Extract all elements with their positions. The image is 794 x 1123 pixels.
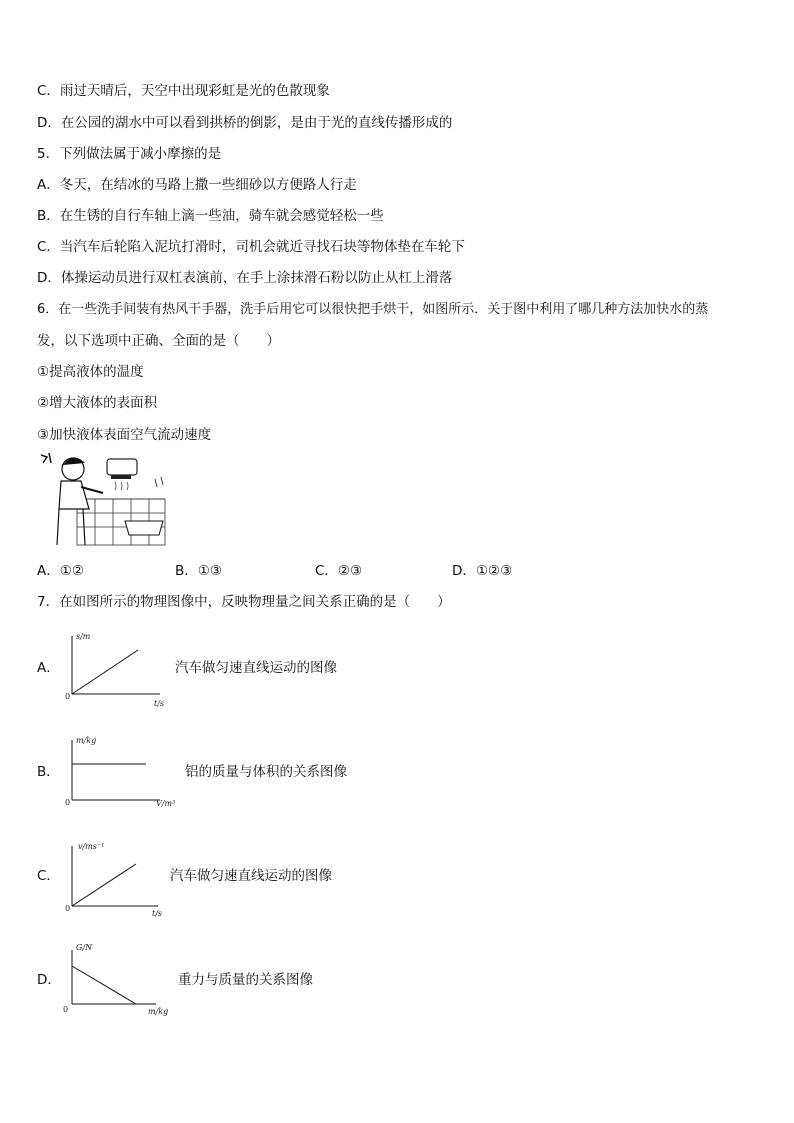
question-6-item-3: ③加快液体表面空气流动速度 [37, 427, 212, 443]
graph-d-xlabel: m/kg [148, 1007, 169, 1016]
graph-a-ylabel: s/m [76, 632, 91, 641]
graph-b-ylabel: m/kg [76, 736, 97, 745]
option-5d-prev: D．在公园的湖水中可以看到拱桥的倒影，是由于光的直线传播形成的 [37, 115, 453, 131]
question-7-stem: 7．在如图所示的物理图像中，反映物理量之间关系正确的是（ ） [37, 594, 451, 610]
graph-a-line [72, 650, 138, 694]
question-6-option-c: C．②③ [315, 563, 363, 579]
question-6-item-2: ②增大液体的表面积 [37, 395, 158, 411]
graph-a-letter: A． [37, 660, 60, 676]
graph-a-caption: 汽车做匀速直线运动的图像 [175, 660, 337, 676]
question-6-option-a: A．①② [37, 563, 84, 579]
question-5-option-c: C．当汽车后轮陷入泥坑打滑时，司机会就近寻找石块等物体垫在车轮下 [37, 239, 465, 255]
graph-a-origin: 0 [65, 692, 71, 701]
question-6-option-d: D．①②③ [452, 563, 513, 579]
hand-dryer-illustration [37, 449, 169, 549]
graph-d [60, 942, 190, 1022]
graph-c-origin: 0 [65, 904, 71, 913]
graph-d-letter: D． [37, 972, 61, 988]
graph-c-caption: 汽车做匀速直线运动的图像 [170, 868, 332, 884]
graph-b [60, 734, 190, 814]
graph-c-line [72, 864, 136, 906]
question-5-option-d: D．体操运动员进行双杠表演前，在手上涂抹滑石粉以防止从杠上滑落 [37, 270, 453, 286]
graph-b-xlabel: V/m³ [156, 799, 176, 808]
graph-c-xlabel: t/s [152, 909, 163, 918]
graph-a-xlabel: t/s [154, 699, 165, 708]
graph-c-letter: C． [37, 868, 60, 884]
graph-b-origin: 0 [65, 798, 71, 807]
graph-d-caption: 重力与质量的关系图像 [178, 972, 313, 988]
graph-c-ylabel: v/ms⁻¹ [78, 842, 105, 851]
option-5c-prev: C．雨过天晴后，天空中出现彩虹是光的色散现象 [37, 83, 330, 99]
question-6-item-1: ①提高液体的温度 [37, 364, 144, 380]
graph-a [60, 630, 170, 710]
graph-b-caption: 铝的质量与体积的关系图像 [185, 764, 347, 780]
question-6-stem-line1: 6．在一些洗手间装有热风干手器，洗手后用它可以很快把手烘干，如图所示．关于图中利用了哪几种方法加快水的蒸 [37, 302, 709, 317]
graph-d-ylabel: G/N [76, 943, 93, 952]
graph-d-origin: 0 [63, 1005, 69, 1014]
graph-c [60, 840, 170, 920]
question-6-option-b: B．①③ [175, 563, 222, 579]
question-5-option-b: B．在生锈的自行车轴上滴一些油，骑车就会感觉轻松一些 [37, 208, 384, 224]
question-6-stem-line2: 发，以下选项中正确、全面的是（ ） [37, 333, 280, 349]
question-5-option-a: A．冬天，在结冰的马路上撒一些细砂以方便路人行走 [37, 177, 357, 193]
graph-d-line [72, 966, 136, 1004]
graph-b-letter: B． [37, 764, 60, 780]
question-5-stem: 5．下列做法属于减小摩擦的是 [37, 146, 222, 162]
